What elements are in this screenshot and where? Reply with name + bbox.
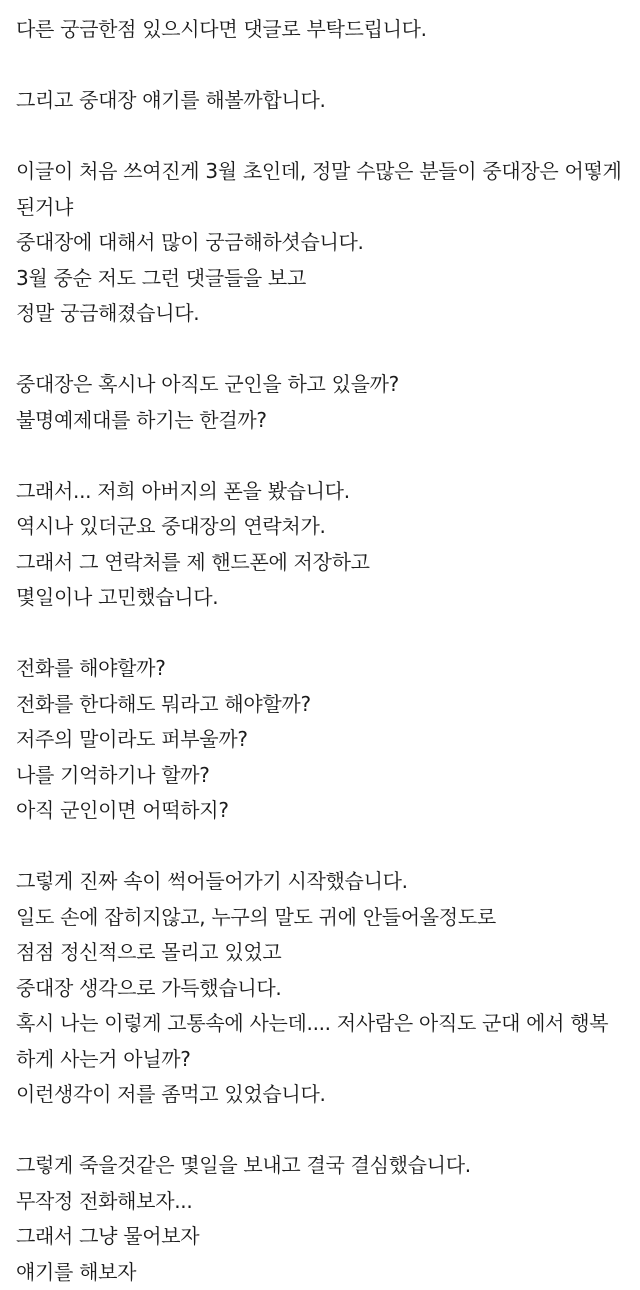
text-line: 중대장은 혹시나 아직도 군인을 하고 있을까? <box>16 367 628 403</box>
blank-line <box>16 1113 628 1149</box>
blank-line <box>16 438 628 474</box>
blank-line <box>16 48 628 84</box>
post-body <box>16 12 628 1290</box>
text-line: 3월 중순 저도 그런 댓글들을 보고 <box>16 261 628 297</box>
text-line: 전화를 해야할까? <box>16 651 628 687</box>
text-line: 혹시 나는 이렇게 고통속에 사는데.... 저사람은 아직도 군대 에서 행복 <box>16 1006 628 1042</box>
text-line: 저주의 말이라도 퍼부울까? <box>16 722 628 758</box>
blank-line <box>16 119 628 155</box>
text-line: 아직 군인이면 어떡하지? <box>16 793 628 829</box>
text-line: 하게 사는거 아닐까? <box>16 1042 628 1078</box>
text-line: 그래서 그 연락처를 제 핸드폰에 저장하고 <box>16 545 628 581</box>
text-line: 몇일이나 고민했습니다. <box>16 580 628 616</box>
text-line: 중대장에 대해서 많이 궁금해하셧습니다. <box>16 225 628 261</box>
blank-line <box>16 829 628 865</box>
text-line: 된거냐 <box>16 190 628 226</box>
text-line: 얘기를 해보자 <box>16 1255 628 1290</box>
text-line: 불명예제대를 하기는 한걸까? <box>16 403 628 439</box>
text-line: 그렇게 죽을것같은 몇일을 보내고 결국 결심했습니다. <box>16 1148 628 1184</box>
text-line: 중대장 생각으로 가득했습니다. <box>16 971 628 1007</box>
text-line: 이런생각이 저를 좀먹고 있었습니다. <box>16 1077 628 1113</box>
text-line: 다른 궁금한점 있으시다면 댓글로 부탁드립니다. <box>16 12 628 48</box>
text-line: 나를 기억하기나 할까? <box>16 758 628 794</box>
text-line: 정말 궁금해졌습니다. <box>16 296 628 332</box>
text-line: 그래서... 저희 아버지의 폰을 봤습니다. <box>16 474 628 510</box>
text-line: 이글이 처음 쓰여진게 3월 초인데, 정말 수많은 분들이 중대장은 어떻게 <box>16 154 628 190</box>
text-line: 무작정 전화해보자... <box>16 1184 628 1220</box>
blank-line <box>16 332 628 368</box>
text-line: 점점 정신적으로 몰리고 있었고 <box>16 935 628 971</box>
text-line: 역시나 있더군요 중대장의 연락처가. <box>16 509 628 545</box>
text-line: 그래서 그냥 물어보자 <box>16 1219 628 1255</box>
text-line: 일도 손에 잡히지않고, 누구의 말도 귀에 안들어올정도로 <box>16 900 628 936</box>
text-line: 그리고 중대장 얘기를 해볼까합니다. <box>16 83 628 119</box>
blank-line <box>16 616 628 652</box>
text-line: 전화를 한다해도 뭐라고 해야할까? <box>16 687 628 723</box>
text-line: 그렇게 진짜 속이 썩어들어가기 시작했습니다. <box>16 864 628 900</box>
